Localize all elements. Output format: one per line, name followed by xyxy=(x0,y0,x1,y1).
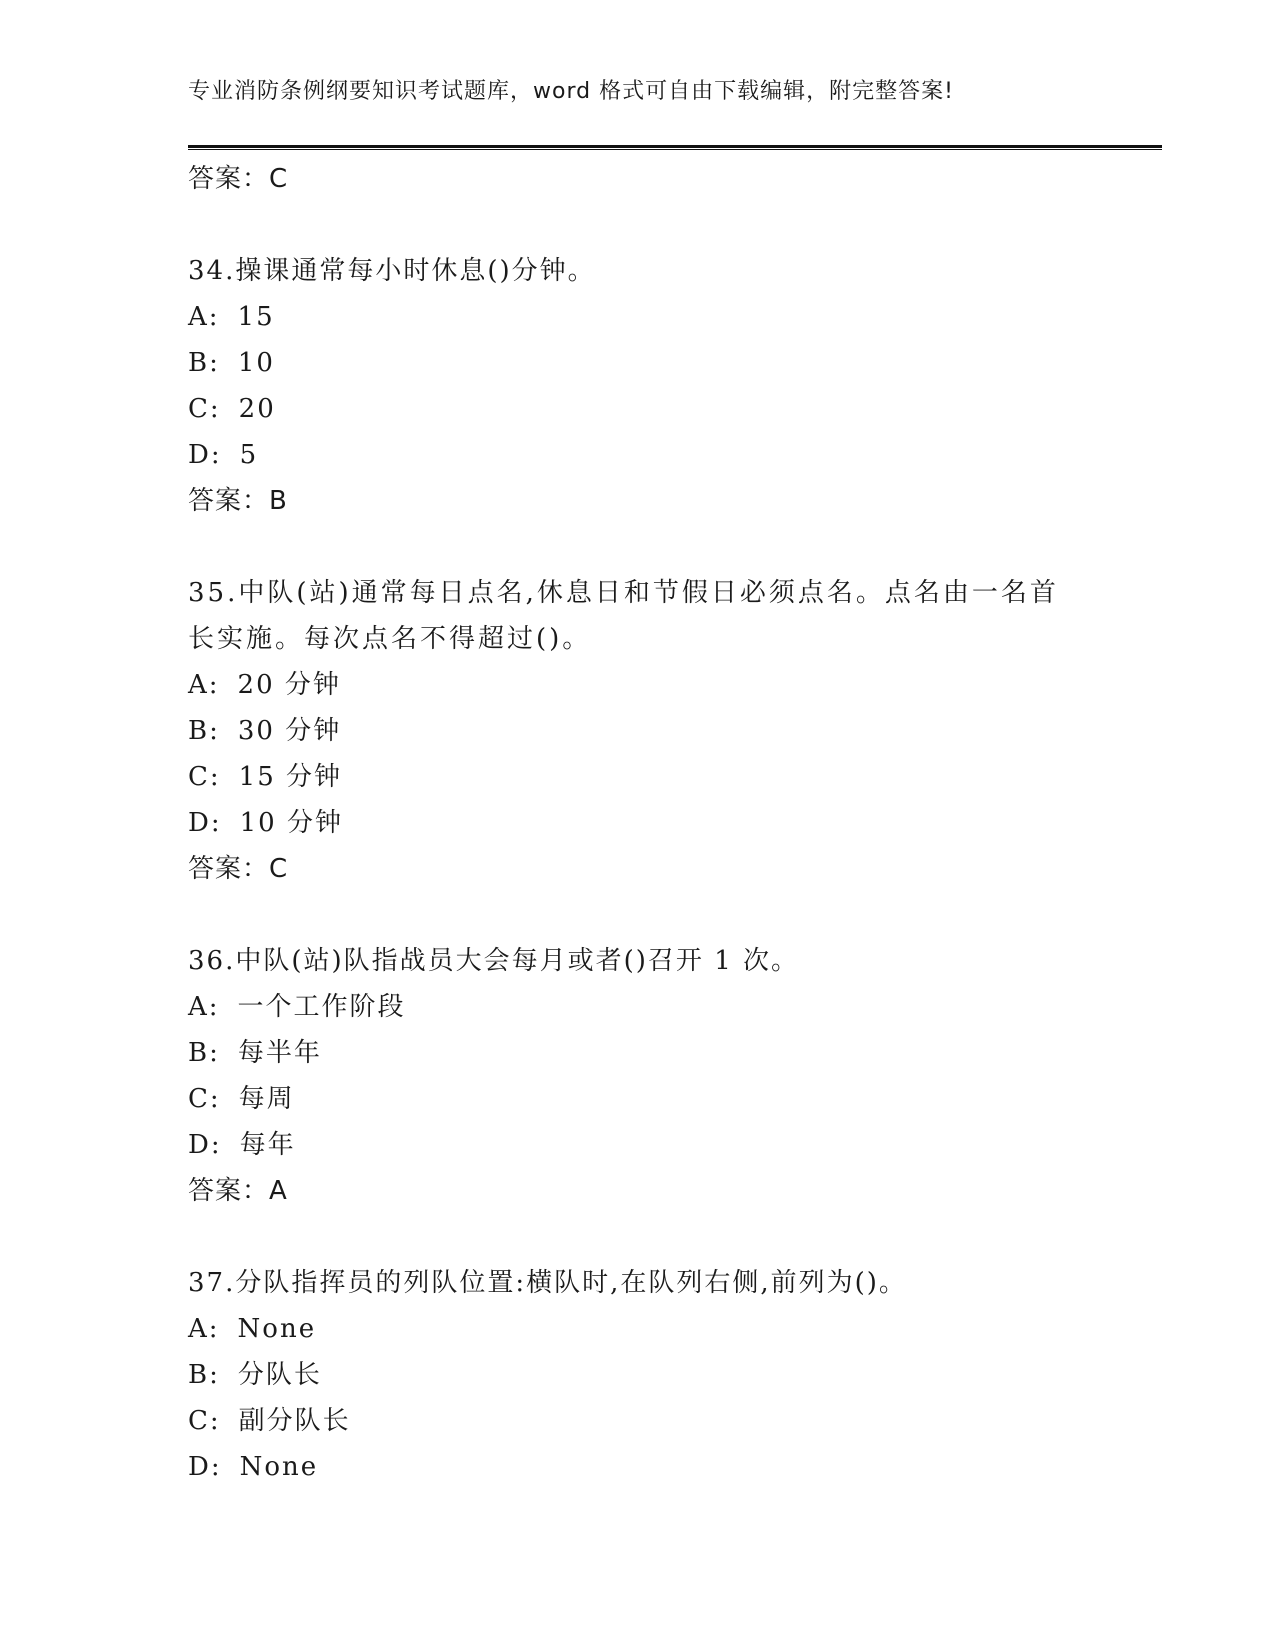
question-stem: 36.中队(站)队指战员大会每月或者()召开 1 次。 xyxy=(188,946,799,976)
option-key: D: xyxy=(188,1452,222,1482)
option-text: 5 xyxy=(239,440,259,470)
answer-line: 答案：A xyxy=(188,1176,288,1206)
option-key: B: xyxy=(188,716,220,746)
option-key: D: xyxy=(188,808,222,838)
option-d xyxy=(188,800,1078,846)
option-text: 每半年 xyxy=(237,1038,322,1068)
option-key: A: xyxy=(188,670,220,700)
option-b xyxy=(188,1352,1078,1398)
answer-line: 答案：B xyxy=(188,486,288,516)
option-key: C: xyxy=(188,762,221,792)
option-text: 20 xyxy=(238,394,276,424)
option-text: 一个工作阶段 xyxy=(237,992,406,1022)
option-text: None xyxy=(239,1452,319,1482)
spacer xyxy=(188,892,1078,938)
option-d xyxy=(188,1444,1078,1490)
question-block xyxy=(188,570,1078,892)
question-stem: 37.分队指挥员的列队位置:横队时,在队列右侧,前列为()。 xyxy=(188,1268,907,1298)
question-block xyxy=(188,248,1078,524)
option-key: C: xyxy=(188,1084,221,1114)
option-key: D: xyxy=(188,440,222,470)
option-c xyxy=(188,754,1078,800)
spacer xyxy=(188,202,1078,248)
option-c xyxy=(188,1076,1078,1122)
option-text: 30 分钟 xyxy=(237,716,342,746)
option-key: A: xyxy=(188,1314,220,1344)
option-text: 15 分钟 xyxy=(238,762,343,792)
option-text: 20 分钟 xyxy=(237,670,341,700)
option-text: 每周 xyxy=(238,1084,295,1114)
option-c xyxy=(188,1398,1078,1444)
option-key: B: xyxy=(188,1038,220,1068)
option-text: 10 xyxy=(237,348,275,378)
answer-line: 答案：C xyxy=(188,854,289,884)
answer-line: 答案：C xyxy=(188,164,289,194)
option-b xyxy=(188,340,1078,386)
question-list xyxy=(188,156,1078,1490)
option-key: A: xyxy=(188,992,220,1022)
option-key: D: xyxy=(188,1130,222,1160)
option-key: B: xyxy=(188,1360,220,1390)
option-a xyxy=(188,662,1078,708)
option-key: B: xyxy=(188,348,220,378)
option-text: 每年 xyxy=(239,1130,296,1160)
question-stem: 35.中队(站)通常每日点名,休息日和节假日必须点名。点名由一名首长实施。每次点名不得超过()。 xyxy=(188,578,1059,654)
header-divider xyxy=(188,145,1162,150)
option-d xyxy=(188,432,1078,478)
page-header: 专业消防条例纲要知识考试题库，word 格式可自由下载编辑，附完整答案! xyxy=(188,79,954,104)
option-text: 15 xyxy=(237,302,275,332)
question-block xyxy=(188,1260,1078,1490)
option-b xyxy=(188,1030,1078,1076)
spacer xyxy=(188,1214,1078,1260)
option-text: 副分队长 xyxy=(238,1406,351,1436)
question-stem: 34.操课通常每小时休息()分钟。 xyxy=(188,256,596,286)
option-d xyxy=(188,1122,1078,1168)
option-text: None xyxy=(237,1314,317,1344)
option-c xyxy=(188,386,1078,432)
option-text: 分队长 xyxy=(237,1360,322,1390)
option-text: 10 分钟 xyxy=(239,808,343,838)
option-a xyxy=(188,1306,1078,1352)
option-key: C: xyxy=(188,1406,221,1436)
option-key: A: xyxy=(188,302,220,332)
option-key: C: xyxy=(188,394,221,424)
spacer xyxy=(188,524,1078,570)
option-a xyxy=(188,984,1078,1030)
option-a xyxy=(188,294,1078,340)
option-b xyxy=(188,708,1078,754)
question-block xyxy=(188,938,1078,1214)
